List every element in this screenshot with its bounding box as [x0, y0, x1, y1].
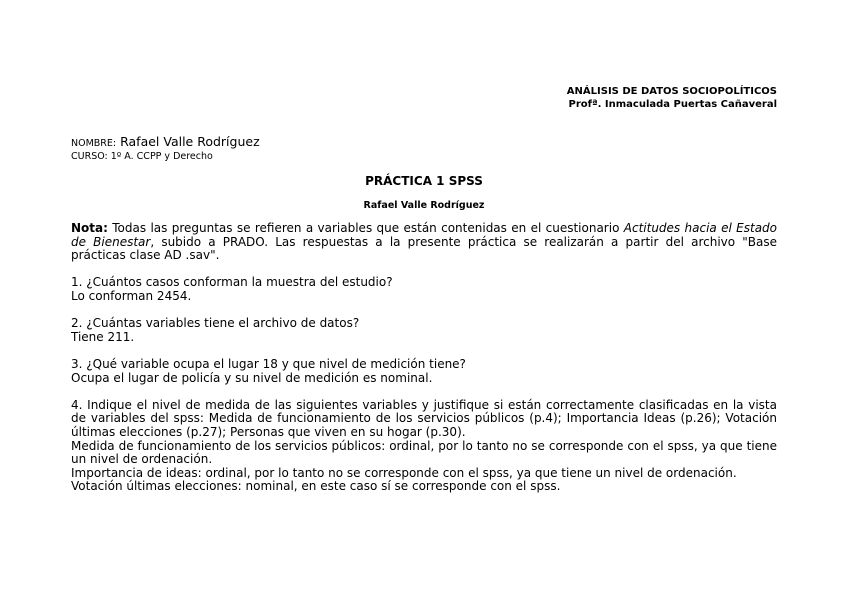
- student-info: [71, 134, 260, 163]
- question-block-4: [71, 399, 777, 494]
- name-label: NOMBRE:: [71, 138, 117, 149]
- answer-4a: Medida de funcionamiento de los servicios públicos: ordinal, por lo tanto no se corresponde con el spss, ya que tiene un nivel de ordenación.: [71, 438, 777, 467]
- question-3: 3. ¿Qué variable ocupa el lugar 18 y que nivel de medición tiene?: [71, 356, 466, 371]
- course-label: CURSO:: [71, 151, 108, 162]
- document-title: PRÁCTICA 1 SPSS: [365, 174, 483, 188]
- question-4: 4. Indique el nivel de medida de las siguientes variables y justifique si están correctamente clasificadas en la vista de variables del spss: Medida de funcionamiento de los servicios públicos (p.4); Importancia Ideas (p.26); Votación últimas elecciones (p.27); Personas que viven en su hogar (p.30).: [71, 397, 777, 439]
- student-course-row: [71, 151, 260, 163]
- student-name-row: [71, 134, 260, 151]
- professor-name: Profª. Inmaculada Puertas Cañaveral: [568, 99, 777, 110]
- answer-4c: Votación últimas elecciones: nominal, en este caso sí se corresponde con el spss.: [71, 479, 561, 494]
- course-name: ANÁLISIS DE DATOS SOCIOPOLÍTICOS: [566, 86, 777, 97]
- answer-2: Tiene 211.: [71, 329, 135, 344]
- answer-3: Ocupa el lugar de policía y su nivel de medición es nominal.: [71, 370, 433, 385]
- nota-label: Nota:: [71, 221, 108, 235]
- question-block-3: [71, 358, 777, 385]
- nota-italic: Actitudes hacia el Estado de Bienestar: [71, 221, 778, 249]
- answer-4b: Importancia de ideas: ordinal, por lo tanto no se corresponde con el spss, ya que tiene un nivel de ordenación.: [71, 465, 737, 480]
- question-1: 1. ¿Cuántos casos conforman la muestra del estudio?: [71, 275, 393, 290]
- course-value: 1º A. CCPP y Derecho: [110, 151, 213, 162]
- nota-text-after: , subido a PRADO. Las respuestas a la presente práctica se realizarán a partir del archivo "Base prácticas clase AD .sav".: [71, 234, 777, 263]
- document-author: Rafael Valle Rodríguez: [363, 200, 485, 211]
- question-2: 2. ¿Cuántas variables tiene el archivo de datos?: [71, 316, 360, 331]
- question-block-1: [71, 276, 777, 303]
- question-block-2: [71, 317, 777, 344]
- name-value: Rafael Valle Rodríguez: [120, 134, 260, 149]
- nota-paragraph: [71, 222, 777, 263]
- answer-1: Lo conforman 2454.: [71, 288, 192, 303]
- nota-text-before: Todas las preguntas se refieren a variables que están contenidas en el cuestionario: [107, 221, 624, 235]
- course-header: [567, 85, 777, 111]
- document-body: [71, 222, 777, 494]
